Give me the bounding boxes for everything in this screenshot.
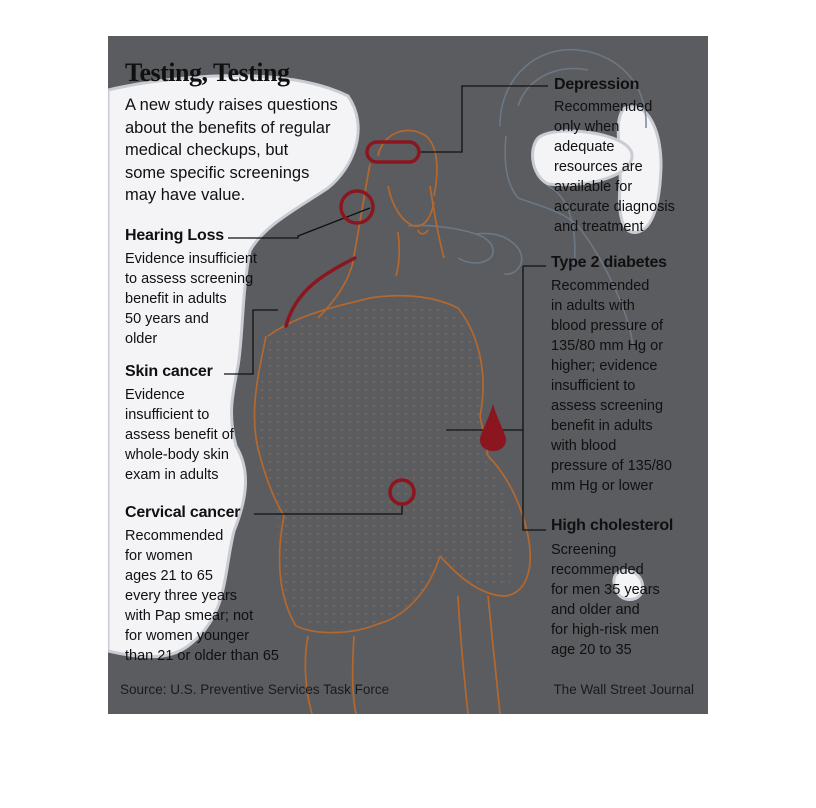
skin-cancer-heading: Skin cancer (125, 363, 213, 380)
publisher-credit: The Wall Street Journal (553, 682, 694, 697)
high-cholesterol-text: Screening recommended for men 35 years and older and for high-risk men age 20 to 35 (551, 542, 660, 658)
depression-text: Recommended only when adequate resources are available for accurate diagnosis and treatment (554, 99, 675, 235)
source-credit: Source: U.S. Preventive Services Task Force (120, 682, 390, 697)
high-cholesterol-heading: High cholesterol (551, 517, 674, 534)
cervical-cancer-text: Recommended for women ages 21 to 65 every three years with Pap smear; not for women younger than 21 or older than 65 (125, 528, 279, 664)
cervical-cancer-heading: Cervical cancer (125, 504, 241, 521)
hearing-marker (341, 191, 373, 223)
type-2-diabetes-text: Recommended in adults with blood pressure of 135/80 mm Hg or higher; evidence insufficient to assess screening benefit in adults with blood pressure of 135/80 mm Hg or lower (551, 278, 672, 494)
infographic-panel (108, 36, 708, 714)
page-title: Testing, Testing (125, 58, 290, 87)
depression-heading: Depression (554, 76, 640, 93)
hearing-loss-heading: Hearing Loss (125, 227, 224, 244)
intro-text: A new study raises questions about the benefits of regular medical checkups, but some specific screenings may have value. (125, 96, 338, 204)
type-2-diabetes-heading: Type 2 diabetes (551, 254, 667, 271)
skin-cancer-text: Evidence insufficient to assess benefit of whole-body skin exam in adults (125, 387, 234, 483)
depression-marker (367, 142, 419, 162)
gown-texture (259, 302, 517, 630)
hearing-loss-text: Evidence insufficient to assess screening benefit in adults 50 years and older (125, 251, 257, 347)
